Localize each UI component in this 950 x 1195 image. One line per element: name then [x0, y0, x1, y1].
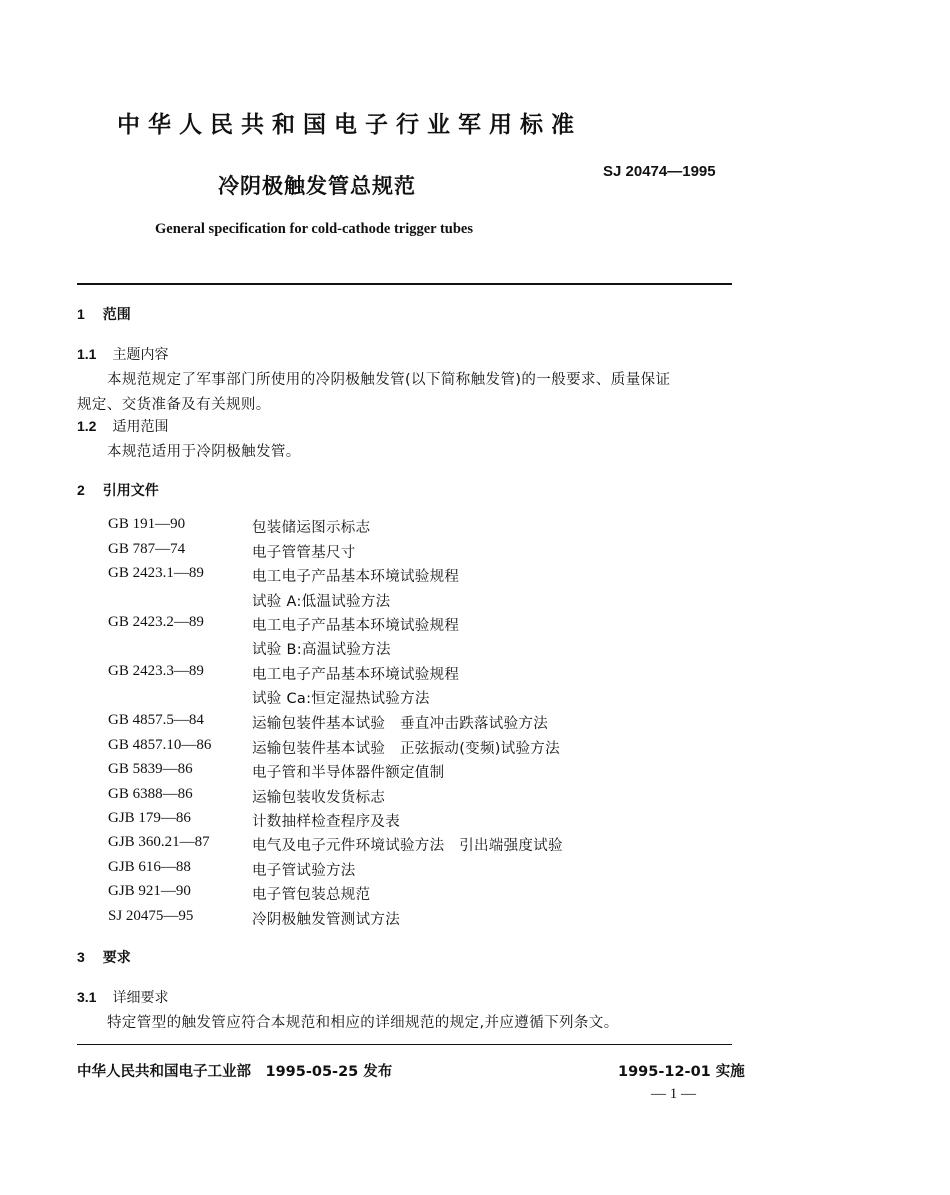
reference-code: GB 191—90: [108, 516, 186, 532]
section-3-1-heading: [77, 987, 168, 1007]
paragraph-line: 特定管型的触发管应符合本规范和相应的详细规范的规定,并应遵循下列条文。: [107, 1015, 619, 1031]
reference-title: 电气及电子元件环境试验方法 引出端强度试验: [252, 838, 563, 854]
subsection-number: 1.2: [77, 418, 97, 434]
standard-category: 中华人民共和国电子行业军用标准: [117, 112, 582, 138]
page-number: — 1 —: [651, 1086, 696, 1102]
footer-divider: [77, 1044, 732, 1045]
reference-title-continued: 试验 Ca:恒定湿热试验方法: [252, 691, 430, 707]
reference-code: GB 2423.1—89: [108, 565, 204, 581]
reference-title: 包装储运图示标志: [252, 520, 371, 536]
reference-code: GJB 360.21—87: [108, 834, 210, 850]
reference-code: GB 4857.5—84: [108, 712, 204, 728]
reference-code: GB 787—74: [108, 541, 186, 557]
document-title: 冷阴极触发管总规范: [218, 174, 416, 198]
reference-code: GB 6388—86: [108, 786, 193, 802]
reference-title: 电工电子产品基本环境试验规程: [252, 569, 460, 585]
reference-title: 运输包装件基本试验 垂直冲击跌落试验方法: [252, 716, 548, 732]
section-title: 引用文件: [102, 483, 159, 499]
reference-title: 运输包装收发货标志: [252, 790, 386, 806]
reference-code: SJ 20475—95: [108, 908, 194, 924]
section-number: 3: [77, 949, 85, 965]
section-3-heading: [77, 947, 131, 967]
paragraph-line: 本规范规定了军事部门所使用的冷阴极触发管(以下简称触发管)的一般要求、质量保证: [107, 372, 671, 388]
section-1-1-heading: [77, 344, 168, 364]
paragraph-line: 本规范适用于冷阴极触发管。: [107, 444, 301, 460]
section-number: 2: [77, 482, 85, 498]
effective-date: 1995-12-01 实施: [618, 1064, 745, 1080]
reference-code: GB 2423.3—89: [108, 663, 204, 679]
reference-title: 冷阴极触发管测试方法: [252, 912, 400, 928]
reference-title: 电子管和半导体器件额定值制: [252, 765, 445, 781]
reference-code: GJB 616—88: [108, 859, 191, 875]
reference-code: GB 2423.2—89: [108, 614, 204, 630]
reference-title: 电子管试验方法: [252, 863, 356, 879]
subsection-number: 1.1: [77, 346, 97, 362]
section-title: 范围: [102, 307, 131, 323]
section-1-heading: [77, 304, 131, 324]
reference-title: 电子管管基尺寸: [252, 545, 356, 561]
reference-title-continued: 试验 B:高温试验方法: [252, 642, 391, 658]
paragraph-line: 规定、交货准备及有关规则。: [77, 397, 271, 413]
reference-code: GB 4857.10—86: [108, 737, 212, 753]
subsection-title: 适用范围: [112, 419, 169, 435]
reference-title: 电工电子产品基本环境试验规程: [252, 667, 460, 683]
issuer-and-issue-date: 中华人民共和国电子工业部 1995-05-25 发布: [77, 1064, 393, 1080]
reference-title: 计数抽样检查程序及表: [252, 814, 400, 830]
section-number: 1: [77, 306, 85, 322]
standard-number: SJ 20474—1995: [603, 163, 716, 180]
header-divider: [77, 283, 732, 285]
subsection-title: 主题内容: [112, 347, 169, 363]
subsection-number: 3.1: [77, 989, 97, 1005]
reference-title: 运输包装件基本试验 正弦振动(变频)试验方法: [252, 741, 560, 757]
section-1-2-heading: [77, 416, 168, 436]
reference-code: GJB 921—90: [108, 883, 191, 899]
section-2-heading: [77, 480, 159, 500]
reference-code: GB 5839—86: [108, 761, 193, 777]
reference-code: GJB 179—86: [108, 810, 191, 826]
document-title-english: General specification for cold-cathode trigger tubes: [155, 221, 474, 237]
subsection-title: 详细要求: [112, 990, 169, 1006]
section-title: 要求: [102, 950, 131, 966]
reference-title-continued: 试验 A:低温试验方法: [252, 594, 391, 610]
reference-title: 电工电子产品基本环境试验规程: [252, 618, 460, 634]
reference-title: 电子管包装总规范: [252, 887, 371, 903]
